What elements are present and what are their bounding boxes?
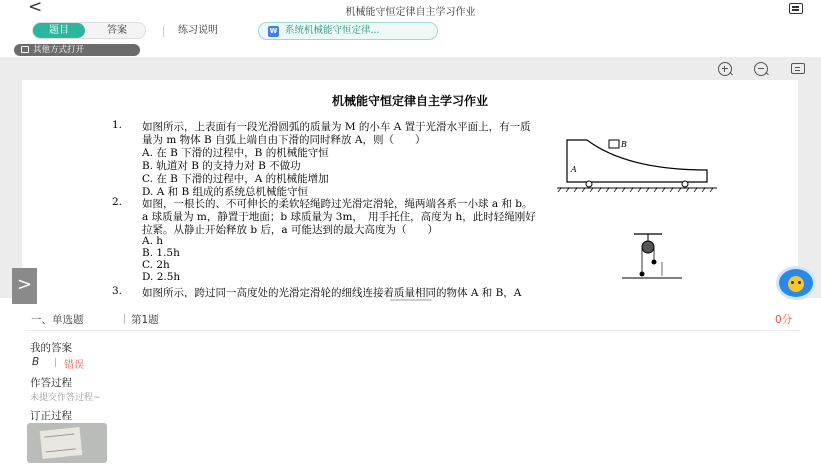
tab-explain[interactable]: 练习说明 bbox=[178, 25, 218, 36]
correction-image-thumbnail[interactable] bbox=[27, 423, 107, 463]
q2-line: a 球质量为 m，静置于地面；b 球质量为 3m， 用手托住，高度为 h，此时轻绳刚好 bbox=[142, 211, 536, 223]
my-answer-label: 我的答案 bbox=[30, 342, 72, 354]
q1-option: A. 在 B 下滑的过程中，B 的机械能守恒 bbox=[142, 147, 329, 159]
q1-option: D. A 和 B 组成的系统总机械能守恒 bbox=[142, 186, 309, 198]
process-label: 作答过程 bbox=[30, 377, 72, 389]
q1-line: 量为 m 物体 B 自弧上端自由下滑的同时释放 A，则（ ） bbox=[142, 134, 426, 146]
score-value: 0分 bbox=[775, 314, 793, 326]
q3-number: 3. bbox=[112, 285, 123, 297]
q2-line: 拉紧。从静止开始释放 b 后，a 可能达到的最大高度为（ ） bbox=[142, 224, 438, 236]
q2-number: 2. bbox=[112, 196, 123, 208]
open-other-way-button[interactable] bbox=[14, 44, 140, 56]
q2-line: 如图，一根长的、不可伸长的柔软轻绳跨过光滑定滑轮，绳两端各系一小球 a 和 b。 bbox=[142, 198, 533, 210]
q1-option: B. 轨道对 B 的支持力对 B 不做功 bbox=[142, 160, 301, 172]
label-a: A bbox=[571, 165, 577, 174]
q1-option: C. 在 B 下滑的过程中，A 的机械能增加 bbox=[142, 173, 329, 185]
open-other-way-label: 其他方式打开 bbox=[33, 45, 85, 55]
menu-icon[interactable] bbox=[789, 3, 803, 14]
page-title: 机械能守恒定律自主学习作业 bbox=[345, 7, 476, 18]
file-chip[interactable] bbox=[258, 22, 438, 40]
file-name: 系统机械能守恒定律... bbox=[285, 25, 380, 36]
q1-line: 如图所示，上表面有一段光滑圆弧的质量为 M 的小车 A 置于光滑水平面上，有一质 bbox=[142, 121, 531, 133]
divider bbox=[163, 26, 164, 37]
open-external-icon bbox=[21, 46, 29, 53]
q2-option: D. 2.5h bbox=[142, 271, 181, 283]
q2-option: A. h bbox=[142, 235, 164, 247]
q2-option: C. 2h bbox=[142, 259, 170, 271]
my-answer-value: B bbox=[32, 356, 40, 368]
pulley-figure bbox=[622, 232, 682, 282]
correction-label: 订正过程 bbox=[30, 410, 72, 422]
prev-arrow-button[interactable]: > bbox=[12, 268, 37, 304]
q2-option: B. 1.5h bbox=[142, 247, 180, 259]
q3-line: 如图所示，跨过同一高度处的光滑定滑轮的细线连接着质量相同的物体 A 和 B，A bbox=[142, 287, 522, 298]
label-b: B bbox=[621, 140, 627, 149]
cart-figure bbox=[557, 138, 717, 194]
assistant-icon[interactable] bbox=[776, 266, 816, 300]
top-bar bbox=[0, 0, 821, 18]
tab-answer[interactable]: 答案 bbox=[107, 25, 127, 36]
drag-handle[interactable] bbox=[390, 299, 432, 301]
divider bbox=[55, 358, 56, 367]
back-button[interactable]: < bbox=[28, 0, 43, 17]
tab-bar bbox=[0, 20, 821, 42]
document-title: 机械能守恒定律自主学习作业 bbox=[331, 94, 488, 108]
section-title: 一、单选题 bbox=[31, 314, 84, 326]
separator bbox=[25, 330, 800, 331]
process-empty-text: 未提交作答过程~ bbox=[30, 393, 101, 403]
zoom-in-icon[interactable] bbox=[718, 62, 732, 76]
zoom-out-icon[interactable] bbox=[754, 62, 768, 76]
question-answer-switch bbox=[32, 22, 146, 39]
tab-question[interactable]: 题目 bbox=[33, 23, 85, 38]
fit-screen-icon[interactable] bbox=[791, 63, 805, 74]
word-file-icon: W bbox=[269, 27, 278, 35]
answer-status-badge: 错误 bbox=[64, 360, 84, 371]
document-page bbox=[22, 80, 798, 298]
divider bbox=[124, 314, 125, 324]
q1-number: 1. bbox=[112, 119, 123, 131]
question-number: 第1题 bbox=[131, 314, 159, 326]
